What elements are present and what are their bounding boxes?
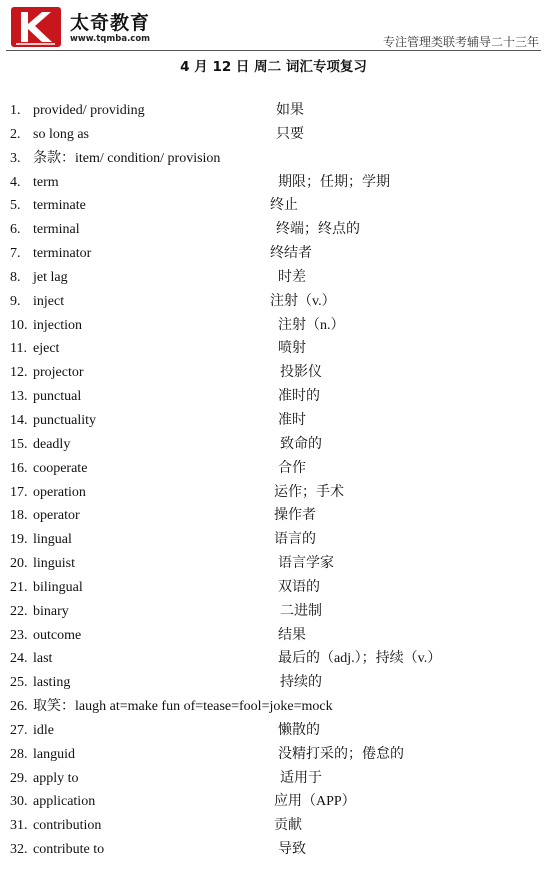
- list-item: [0, 671, 547, 695]
- item-number: 8.: [10, 269, 21, 285]
- item-meaning: 运作；手术: [274, 484, 344, 500]
- item-meaning: 注射（n.）: [278, 317, 345, 333]
- list-item: [0, 814, 547, 838]
- item-term: punctuality: [33, 412, 96, 428]
- item-meaning: 双语的: [278, 579, 320, 595]
- item-meaning: 最后的（adj.）；持续（v.）: [278, 651, 442, 667]
- item-meaning: 结果: [278, 627, 306, 643]
- list-item: [0, 242, 547, 266]
- item-meaning: 贡献: [274, 818, 302, 834]
- page-header: [0, 0, 547, 50]
- vocabulary-list: [0, 99, 547, 862]
- list-item: [0, 457, 547, 481]
- list-item: [0, 528, 547, 552]
- item-term: operator: [33, 508, 80, 524]
- list-item: [0, 624, 547, 648]
- item-term: linguist: [33, 556, 76, 572]
- item-term: punctual: [33, 389, 82, 405]
- item-meaning: 终止: [270, 198, 298, 214]
- list-item: [0, 790, 547, 814]
- item-term: terminate: [33, 198, 86, 214]
- item-meaning: 喷射: [278, 341, 306, 357]
- item-term: outcome: [33, 627, 82, 643]
- list-item: [0, 647, 547, 671]
- item-term: last: [33, 651, 53, 667]
- header-divider: [6, 50, 541, 51]
- list-item: [0, 743, 547, 767]
- item-number: 32.: [10, 842, 28, 858]
- item-number: 3.: [10, 150, 21, 166]
- list-item: [0, 361, 547, 385]
- list-item: [0, 576, 547, 600]
- item-number: 10.: [10, 317, 28, 333]
- item-number: 4.: [10, 174, 21, 190]
- item-number: 16.: [10, 460, 28, 476]
- item-number: 25.: [10, 675, 28, 691]
- item-meaning: 没精打采的；倦怠的: [278, 746, 404, 762]
- item-term: projector: [33, 365, 84, 381]
- list-item: [0, 409, 547, 433]
- item-number: 27.: [10, 722, 28, 738]
- item-meaning: 持续的: [280, 675, 322, 691]
- item-number: 6.: [10, 222, 21, 238]
- item-term: operation: [33, 484, 86, 500]
- item-number: 15.: [10, 436, 28, 452]
- list-item: [0, 767, 547, 791]
- item-term: injection: [33, 317, 82, 333]
- item-term: deadly: [33, 436, 71, 452]
- item-term: languid: [33, 746, 75, 762]
- item-number: 21.: [10, 579, 28, 595]
- list-item: [0, 504, 547, 528]
- item-meaning: 期限；任期；学期: [278, 174, 390, 190]
- item-term: eject: [33, 341, 60, 357]
- item-meaning: 语言的: [274, 532, 316, 548]
- list-item: [0, 481, 547, 505]
- item-term: term: [33, 174, 59, 190]
- item-term: lingual: [33, 532, 72, 548]
- item-meaning: 准时: [278, 412, 306, 428]
- item-number: 14.: [10, 412, 28, 428]
- item-term: idle: [33, 722, 54, 738]
- item-number: 23.: [10, 627, 28, 643]
- item-number: 28.: [10, 746, 28, 762]
- header-tagline: 专注管理类联考辅导二十三年: [382, 35, 539, 49]
- item-number: 11.: [10, 341, 27, 357]
- item-number: 30.: [10, 794, 28, 810]
- item-term: terminal: [33, 222, 80, 238]
- item-number: 7.: [10, 246, 21, 262]
- list-item: [0, 218, 547, 242]
- list-item: [0, 266, 547, 290]
- item-term: contribution: [33, 818, 102, 834]
- item-term: application: [33, 794, 96, 810]
- item-meaning: 导致: [278, 842, 306, 858]
- list-item: [0, 99, 547, 123]
- item-term: apply to: [33, 770, 79, 786]
- item-number: 12.: [10, 365, 28, 381]
- item-meaning: 应用（APP）: [274, 794, 356, 810]
- list-item: [0, 600, 547, 624]
- list-item: [0, 719, 547, 743]
- item-number: 2.: [10, 126, 21, 142]
- item-meaning: 适用于: [280, 770, 322, 786]
- item-number: 24.: [10, 651, 28, 667]
- item-term: lasting: [33, 675, 71, 691]
- list-item: [0, 695, 547, 719]
- item-term: inject: [33, 293, 65, 309]
- brand-name: 太奇教育: [70, 12, 151, 34]
- item-number: 17.: [10, 484, 28, 500]
- tq-logo-icon: [11, 7, 61, 47]
- item-number: 9.: [10, 293, 21, 309]
- item-term: jet lag: [33, 269, 68, 285]
- item-meaning: 时差: [278, 269, 306, 285]
- item-number: 26.: [10, 699, 28, 715]
- item-meaning: 投影仪: [280, 365, 322, 381]
- list-item: [0, 337, 547, 361]
- list-item: [0, 290, 547, 314]
- item-number: 18.: [10, 508, 28, 524]
- item-meaning: 致命的: [280, 436, 322, 452]
- item-meaning: 只要: [276, 126, 304, 142]
- item-meaning: 懒散的: [278, 722, 320, 738]
- item-term: 取笑：laugh at=make fun of=tease=fool=joke=mock: [33, 699, 333, 715]
- list-item: [0, 385, 547, 409]
- item-number: 5.: [10, 198, 21, 214]
- item-term: binary: [33, 603, 69, 619]
- item-term: so long as: [33, 126, 89, 142]
- item-number: 20.: [10, 556, 28, 572]
- item-number: 29.: [10, 770, 28, 786]
- item-number: 13.: [10, 389, 28, 405]
- item-term: contribute to: [33, 842, 105, 858]
- item-meaning: 终端；终点的: [276, 222, 360, 238]
- item-term: bilingual: [33, 579, 83, 595]
- item-meaning: 准时的: [278, 389, 320, 405]
- item-term: terminator: [33, 246, 92, 262]
- item-meaning: 二进制: [280, 603, 322, 619]
- page-title: 4 月 12 日 周二 词汇专项复习: [180, 59, 367, 75]
- item-meaning: 合作: [278, 460, 306, 476]
- item-number: 19.: [10, 532, 28, 548]
- list-item: [0, 147, 547, 171]
- list-item: [0, 433, 547, 457]
- item-meaning: 终结者: [270, 246, 312, 262]
- item-number: 31.: [10, 818, 28, 834]
- item-term: 条款：item/ condition/ provision: [33, 150, 221, 166]
- list-item: [0, 552, 547, 576]
- list-item: [0, 123, 547, 147]
- item-term: provided/ providing: [33, 103, 145, 118]
- item-term: cooperate: [33, 460, 88, 476]
- list-item: [0, 194, 547, 218]
- item-meaning: 语言学家: [278, 556, 334, 572]
- list-item: [0, 838, 547, 862]
- item-meaning: 操作者: [274, 508, 316, 524]
- list-item: [0, 314, 547, 338]
- item-meaning: 如果: [276, 103, 304, 118]
- brand-url: www.tqmba.com: [70, 34, 151, 44]
- list-item: [0, 171, 547, 195]
- item-meaning: 注射（v.）: [270, 293, 336, 309]
- item-number: 1.: [10, 103, 21, 118]
- item-number: 22.: [10, 603, 28, 619]
